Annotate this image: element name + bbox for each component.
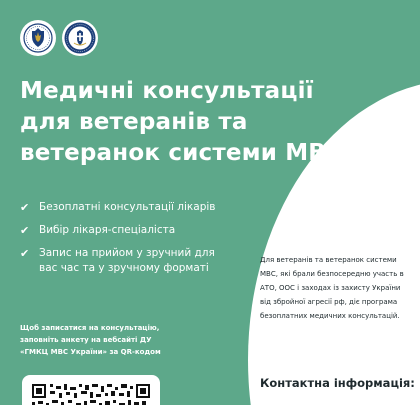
logos bbox=[20, 20, 98, 56]
check-icon: ✔ bbox=[20, 224, 30, 237]
benefit-item bbox=[20, 246, 220, 276]
medical-center-emblem-icon bbox=[62, 20, 98, 56]
program-description: Для ветеранів та ветеранок системи МВС, які брали безпосередню участь в АТО, ООС і заходах із захисту України від збройної агресії рф, діє програма безоплатних медичних консультацій. bbox=[260, 256, 404, 320]
benefit-item bbox=[20, 200, 220, 215]
ministry-emblem-icon bbox=[20, 20, 56, 56]
benefits-list bbox=[20, 200, 220, 284]
benefit-text: Запис на прийом у зручний для вас час та у зручному форматі bbox=[39, 247, 215, 274]
page-title: Медичні консультації для ветеранів та ветеранок системи МВС bbox=[20, 78, 344, 166]
qr-code-icon bbox=[32, 384, 150, 405]
benefit-text: Вибір лікаря-спеціаліста bbox=[39, 224, 176, 236]
contacts-heading: Контактна інформація: bbox=[260, 376, 415, 390]
check-icon: ✔ bbox=[20, 247, 30, 260]
qr-code[interactable] bbox=[22, 375, 160, 405]
register-instructions: Щоб записатися на консультацію, заповніть анкету на вебсайті ДУ «ГМКЦ МВС України» за QR-кодом bbox=[20, 324, 161, 356]
benefit-item bbox=[20, 223, 220, 238]
benefit-text: Безоплатні консультації лікарів bbox=[39, 201, 216, 213]
check-icon: ✔ bbox=[20, 201, 30, 214]
